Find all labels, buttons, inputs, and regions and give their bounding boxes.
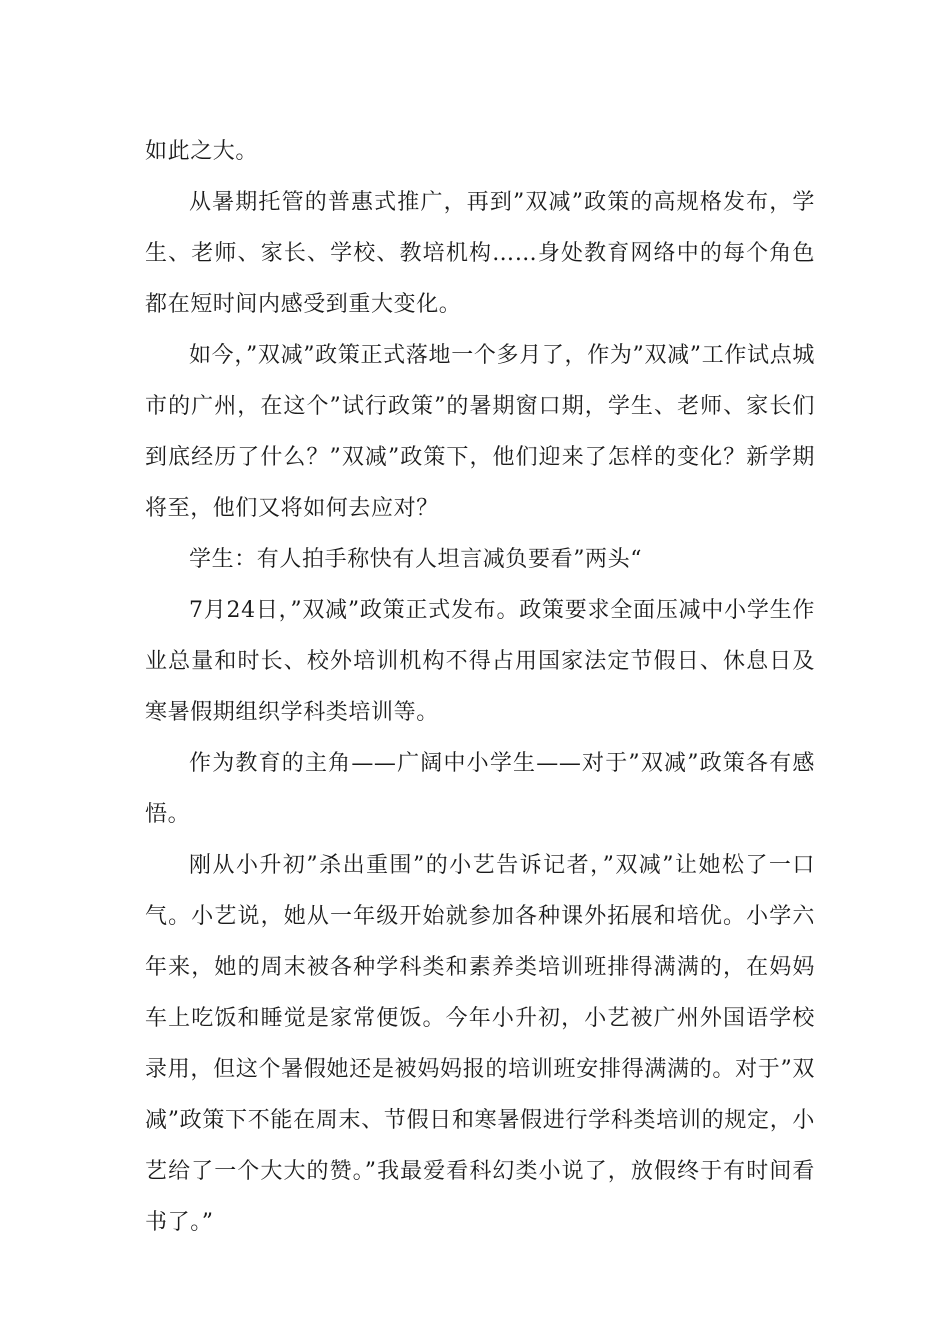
paragraph: 从暑期托管的普惠式推广，再到”双减”政策的高规格发布，学生、老师、家长、学校、教培机构……身处教育网络中的每个角色都在短时间内感受到重大变化。 [145,190,815,317]
paragraph: 如今，”双减”政策正式落地一个多月了，作为”双减”工作试点城市的广州，在这个”试行政策”的暑期窗口期，学生、老师、家长们到底经历了什么？”双减”政策下，他们迎来了怎样的变化？新学期将至，他们又将如何去应对？ [145,343,815,521]
paragraph: 7月24日，”双减”政策正式发布。政策要求全面压减中小学生作业总量和时长、校外培训机构不得占用国家法定节假日、休息日及寒暑假期组织学科类培训等。 [145,598,815,725]
paragraph-continuation: 如此之大。 [145,139,259,164]
section-heading: 学生：有人拍手称快有人坦言减负要看”两头“ [189,547,643,572]
paragraph: 作为教育的主角——广阔中小学生——对于”双减”政策各有感悟。 [145,751,815,827]
paragraph: 刚从小升初”杀出重围”的小艺告诉记者，”双减”让她松了一口气。小艺说，她从一年级开始就参加各种课外拓展和培优。小学六年来，她的周末被各种学科类和素养类培训班排得满满的，在妈妈车上吃饭和睡觉是家常便饭。今年小升初，小艺被广州外国语学校录用，但这个暑假她还是被妈妈报的培训班安排得满满的。对于”双减”政策下不能在周末、节假日和寒暑假进行学科类培训的规定，小艺给了一个大大的赞。”我最爱看科幻类小说了，放假终于有时间看书了。” [145,853,815,1235]
article-body [145,126,815,1248]
